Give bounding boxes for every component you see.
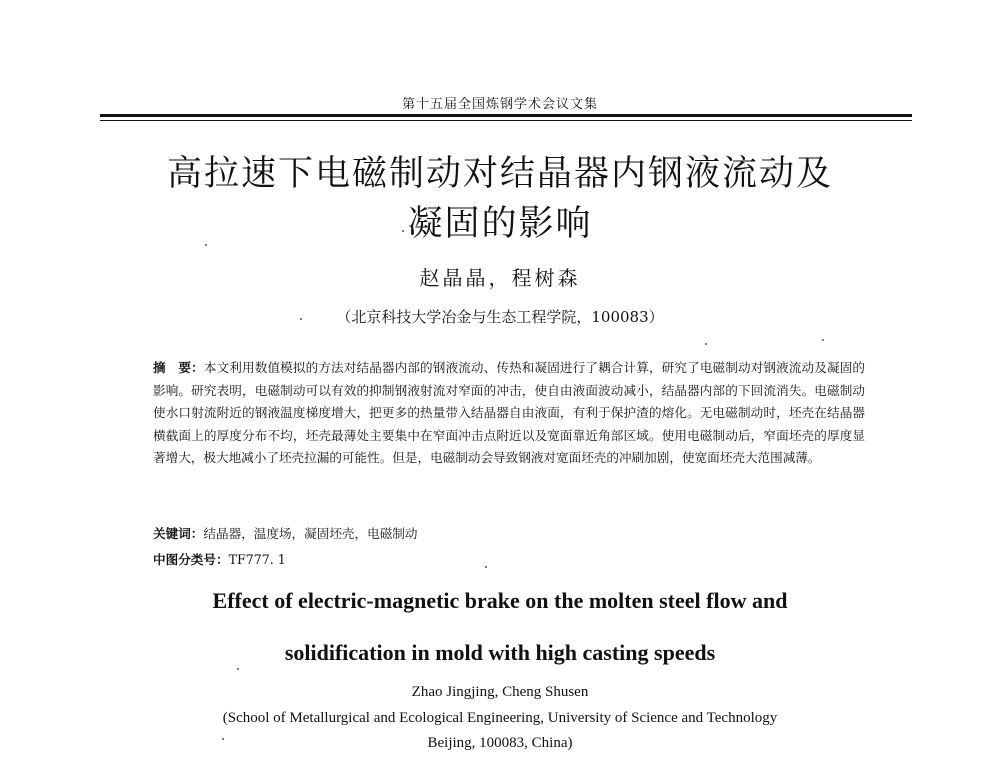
- classification-number: [153, 549, 286, 568]
- scan-speck: [237, 668, 239, 670]
- scan-speck: [705, 343, 707, 345]
- english-title-line-1: Effect of electric-magnetic brake on the molten steel flow and: [212, 588, 788, 613]
- keywords-text: 结晶器，温度场，凝固坯壳，电磁制动: [203, 526, 418, 541]
- chinese-affiliation: （北京科技大学冶金与生态工程学院，100083）: [336, 308, 664, 326]
- scan-speck: [402, 230, 404, 232]
- english-affiliation-line-1: (School of Metallurgical and Ecological Engineering, University of Science and Technology: [222, 710, 778, 726]
- scan-speck: [300, 318, 302, 320]
- chinese-title-line-1: 高拉速下电磁制动对结晶器内钢液流动及: [166, 154, 833, 194]
- classification-text: TF777. 1: [228, 552, 286, 567]
- english-affiliation-line-2: Beijing, 100083, China): [427, 735, 573, 751]
- classification-label: 中图分类号：: [153, 552, 229, 567]
- chinese-authors: 赵晶晶，程树森: [419, 266, 581, 290]
- scan-speck: [222, 738, 224, 740]
- scan-speck: [205, 244, 207, 246]
- chinese-title-line-2: 凝固的影响: [407, 204, 593, 244]
- running-header: 第十五届全国炼钢学术会议文集: [401, 97, 598, 112]
- chinese-abstract: [153, 357, 865, 470]
- keywords: [153, 523, 417, 542]
- scan-speck: [485, 566, 487, 568]
- header-rule-thick: [100, 114, 912, 117]
- scan-speck: [822, 339, 824, 341]
- keywords-label: 关键词：: [153, 526, 204, 541]
- abstract-text: 本文利用数值模拟的方法对结晶器内部的钢液流动、传热和凝固进行了耦合计算，研究了电磁制动对钢液流动及凝固的影响。研究表明，电磁制动可以有效的抑制钢液射流对窄面的冲击，使自由液面波动减小，结晶器内部的下回流消失。电磁制动使水口射流附近的钢液温度梯度增大，把更多的热量带入结晶器自由液面，有利于保护渣的熔化。无电磁制动时，坯壳在结晶器横截面上的厚度分布不均，坯壳最薄处主要集中在窄面冲击点附近以及宽面靠近角部区域。使用电磁制动后，窄面坯壳的厚度显著增大，极大地减小了坯壳拉漏的可能性。但是，电磁制动会导致钢液对宽面坯壳的冲刷加剧，使宽面坯壳大范围减薄。: [153, 360, 866, 466]
- abstract-label: 摘 要：: [153, 360, 204, 375]
- header-rule-thin: [100, 120, 912, 121]
- english-authors: Zhao Jingjing, Cheng Shusen: [411, 684, 589, 700]
- english-title-line-2: solidification in mold with high casting speeds: [284, 640, 716, 665]
